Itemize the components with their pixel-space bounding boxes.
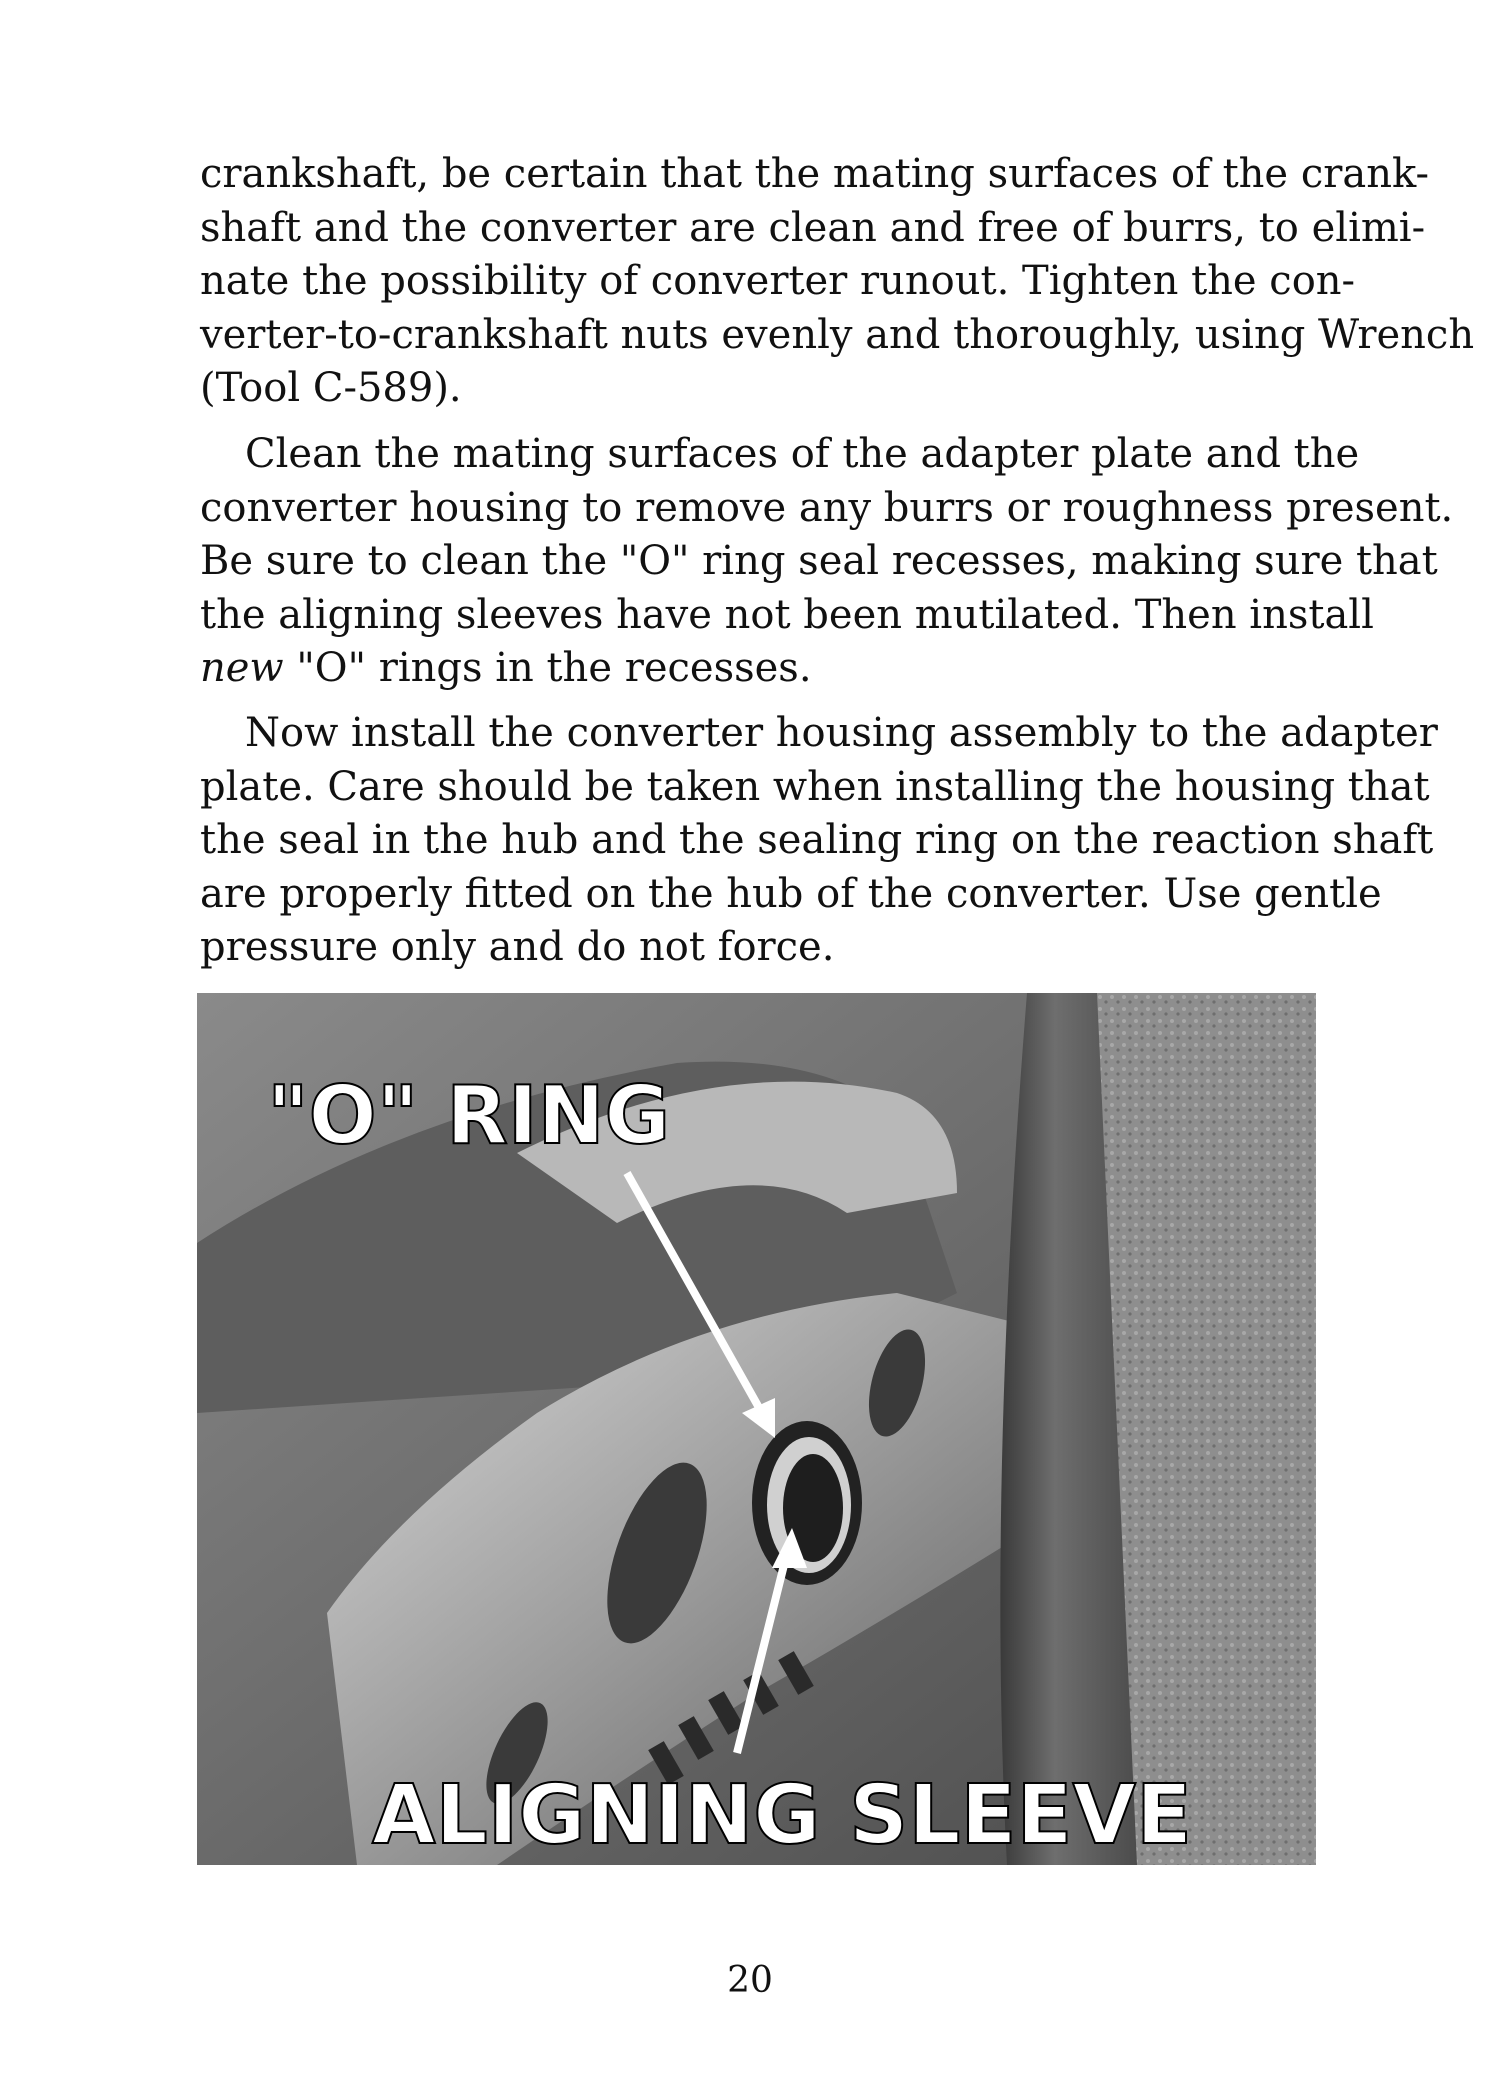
text-line: Be sure to clean the "O" ring seal recesses, making sure that <box>200 538 1438 584</box>
text-line <box>200 642 1312 696</box>
paragraph-3 <box>200 707 1438 975</box>
text-line: verter-to-crankshaft nuts evenly and thoroughly, using Wrench <box>200 311 1475 358</box>
text-line: converter housing to remove any burrs or roughness present. <box>200 484 1454 531</box>
paragraph-2 <box>200 428 1454 696</box>
text-line: crankshaft, be certain that the mating surfaces of the crank- <box>200 151 1430 197</box>
text-line: are properly fitted on the hub of the converter. Use gentle <box>200 870 1382 917</box>
photo-figure <box>197 993 1316 1865</box>
label-aligning-sleeve: ALIGNING SLEEVE <box>372 1768 1192 1863</box>
paragraph-1 <box>200 148 1475 416</box>
text-line: pressure only and do not force. <box>200 924 835 970</box>
text-line: the aligning sleeves have not been mutilated. Then install <box>200 591 1374 638</box>
text-line: nate the possibility of converter runout. Tighten the con- <box>200 258 1356 304</box>
text-line: Now install the converter housing assembly to the adapter <box>245 710 1438 756</box>
text-line: shaft and the converter are clean and free of burrs, to elimi- <box>200 204 1426 251</box>
text-line: Clean the mating surfaces of the adapter plate and the <box>245 431 1360 477</box>
photo-illustration <box>197 993 1316 1865</box>
page-number: 20 <box>727 1960 773 2001</box>
text-line: the seal in the hub and the sealing ring on the reaction shaft <box>200 817 1434 863</box>
text-line: (Tool C-589). <box>200 365 462 411</box>
emphasis-new: new <box>200 645 284 691</box>
text-line-rest: "O" rings in the recesses. <box>283 645 812 691</box>
label-o-ring: "O" RING <box>267 1069 671 1162</box>
text-line: plate. Care should be taken when installing the housing that <box>200 763 1430 810</box>
